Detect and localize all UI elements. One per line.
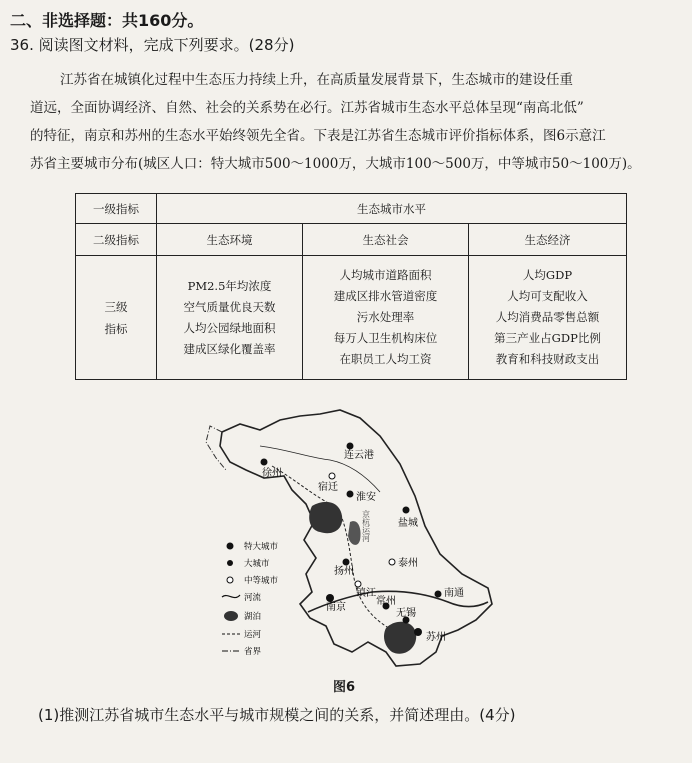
city-label: 无锡: [396, 608, 416, 619]
env-item: 人均公园绿地面积: [183, 320, 276, 335]
level2-society: 生态社会: [303, 224, 469, 256]
level1-value: 生态城市水平: [157, 194, 627, 224]
society-item: 污水处理率: [356, 310, 415, 324]
city-marker-taizhou: [389, 559, 395, 565]
indicator-table: [75, 193, 627, 380]
society-item: 每万人卫生机构床位: [333, 331, 438, 345]
city-label: 南京: [326, 602, 346, 613]
env-item: 空气质量优良天数: [183, 299, 276, 314]
map-legend: [222, 541, 279, 657]
city-marker-zhenjiang: [355, 581, 361, 587]
city-label: 淮安: [356, 492, 376, 503]
env-item: PM2.5年均浓度: [187, 278, 272, 293]
paragraph-line: 苏省主要城市分布(城区人口：特大城市500～1000万，大城市100～500万，中等城市50～100万)。: [30, 156, 641, 172]
society-item: 人均城市道路面积: [339, 268, 432, 282]
city-label: 南通: [444, 588, 464, 599]
city-marker-lianyungang: [347, 443, 354, 450]
legend-label: 省界: [244, 647, 262, 657]
level3-label-line: 指标: [104, 321, 128, 336]
legend-symbol-large-city: [227, 560, 233, 566]
city-marker-suzhou: [414, 628, 422, 636]
economy-item: 教育和科技财政支出: [495, 352, 600, 366]
legend-symbol-megacity: [227, 543, 234, 550]
society-item: 在职员工人均工资: [339, 352, 432, 366]
economy-item: 人均消费品零售总额: [495, 310, 600, 324]
city-label: 徐州: [262, 468, 282, 479]
figure-caption: 图6: [333, 680, 356, 695]
paragraph-line: 道远，全面协调经济、自然、社会的关系势在必行。江苏省城市生态水平总体呈现“南高北低”: [30, 100, 584, 116]
economy-items: [469, 256, 627, 380]
legend-label: 河流: [244, 593, 262, 603]
paragraph-line: 的特征，南京和苏州的生态水平始终领先全省。下表是江苏省生态城市评价指标体系，图6示意江: [30, 128, 606, 144]
question-title: 36. 阅读图文材料，完成下列要求。(28分): [10, 36, 295, 54]
sub-question: (1)推测江苏省城市生态水平与城市规模之间的关系，并简述理由。(4分): [38, 706, 516, 724]
city-marker-xuzhou: [261, 459, 268, 466]
jiangsu-map: [200, 406, 500, 668]
city-marker-yangzhou: [343, 559, 350, 566]
legend-label: 运河: [244, 630, 262, 640]
economy-item: 第三产业占GDP比例: [494, 331, 601, 345]
city-marker-nanjing: [326, 594, 334, 602]
city-marker-nantong: [435, 591, 442, 598]
society-items: [303, 256, 469, 380]
city-marker-suqian: [329, 473, 335, 479]
province-border-dashdot: [206, 426, 226, 470]
city-label: 扬州: [334, 566, 354, 577]
legend-label: 中等城市: [244, 576, 279, 586]
legend-label: 大城市: [244, 559, 270, 569]
taihu-lake: [384, 622, 416, 654]
gaoyou-lake: [348, 521, 361, 545]
city-label: 苏州: [426, 632, 446, 643]
society-item: 建成区排水管道密度: [333, 289, 438, 303]
city-label: 泰州: [398, 558, 418, 569]
city-label: 镇江: [356, 588, 376, 599]
legend-label: 湖泊: [244, 612, 262, 622]
legend-symbol-lake: [224, 611, 238, 621]
level2-economy: 生态经济: [469, 224, 627, 256]
level2-label: 二级指标: [76, 224, 157, 256]
level3-label: [76, 256, 157, 380]
paragraph-line: 江苏省在城镇化过程中生态压力持续上升，在高质量发展背景下，生态城市的建设任重: [60, 72, 573, 88]
level2-env: 生态环境: [157, 224, 303, 256]
city-label: 常州: [376, 596, 396, 607]
level3-label-line: 三级: [104, 299, 128, 314]
city-label: 宿迁: [318, 482, 338, 493]
legend-symbol-medium-city: [227, 577, 233, 583]
env-item: 建成区绿化覆盖率: [183, 341, 276, 356]
legend-symbol-river: [222, 595, 240, 598]
hongze-lake: [309, 502, 342, 533]
city-marker-yancheng: [403, 507, 410, 514]
legend-label: 特大城市: [244, 542, 279, 552]
economy-item: 人均GDP: [522, 268, 573, 282]
city-label: 连云港: [344, 450, 374, 461]
env-items: [157, 256, 303, 380]
section-title: 二、非选择题：共160分。: [10, 11, 204, 30]
city-marker-huaian: [347, 491, 354, 498]
canal-label: 京杭运河: [361, 510, 371, 542]
level1-label: 一级指标: [76, 194, 157, 224]
city-label: 盐城: [398, 518, 418, 529]
economy-item: 人均可支配收入: [507, 289, 588, 303]
